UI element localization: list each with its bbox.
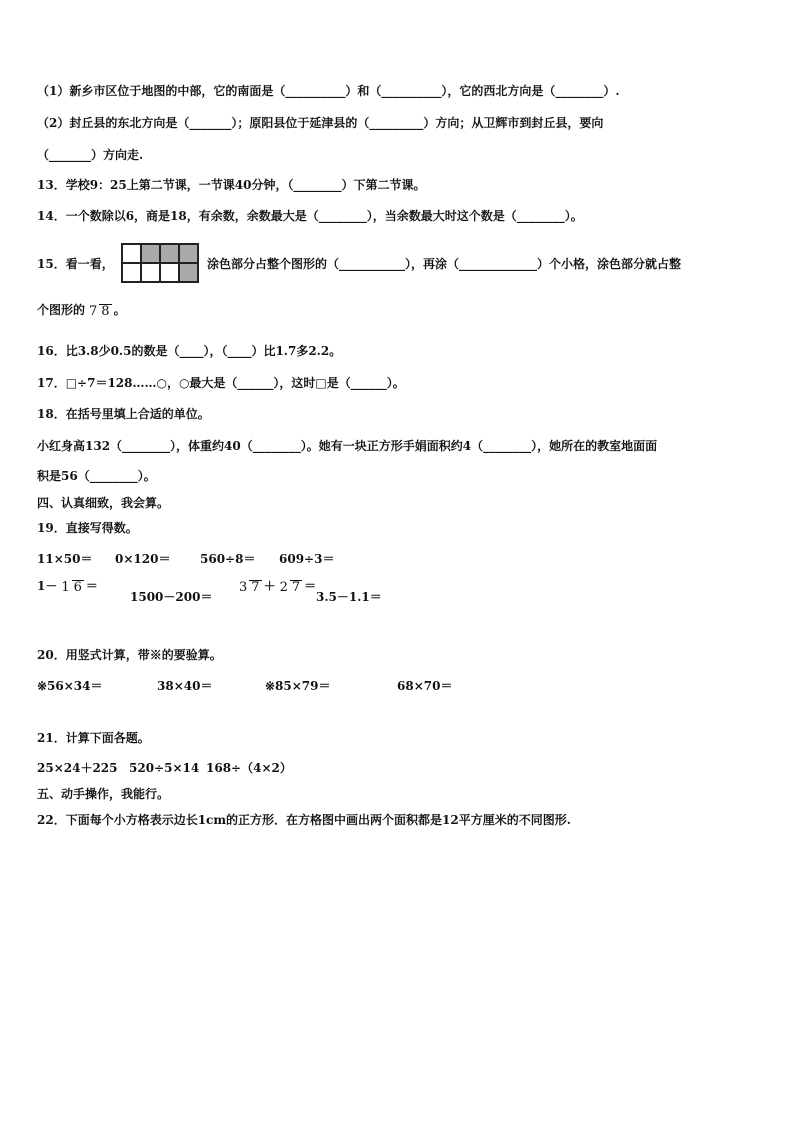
q18-line2: 积是56（________）。 (37, 469, 156, 483)
q19-item: 1500－200＝ (130, 590, 213, 604)
q21-title: 21．计算下面各题。 (37, 731, 150, 745)
q15-after-grid: 涂色部分占整个图形的（___________），再涂（_____________）个小格，涂色部分就占整 (207, 257, 682, 271)
fraction-numerator: 7 (89, 303, 98, 319)
q18-line1: 小红身高132（________），体重约40（________）。她有一块正方形手娟面积约4（________），她所在的教室地面面 (37, 439, 658, 453)
q19-c-suffix: ＝ (304, 579, 317, 593)
q20-item: ※56×34＝ (37, 679, 103, 693)
plus-sign: ＋ (263, 579, 276, 593)
grid-cell-shaded (141, 244, 160, 263)
grid-cell-shaded (160, 244, 179, 263)
fraction-numerator: 2 (279, 579, 288, 595)
grid-cell (122, 244, 141, 263)
fraction-seven-eighths (87, 303, 112, 319)
q13-text: 13．学校9：25上第二节课，一节课40分钟，（________）下第二节课。 (37, 178, 426, 192)
fraction-one-sixth (59, 579, 84, 595)
q19-item: 560÷8＝ (200, 552, 256, 566)
fraction-two-sevenths (278, 579, 303, 595)
q22-text: 22．下面每个小方格表示边长1cm的正方形．在方格图中画出两个面积都是12平方厘米的不同图形. (37, 813, 571, 827)
fraction-three-sevenths (237, 579, 262, 595)
q19-title: 19．直接写得数。 (37, 521, 138, 535)
section5-heading: 五、动手操作，我能行。 (37, 787, 170, 801)
q19-item: 0×120＝ (115, 552, 171, 566)
q21-item: 520÷5×14 (129, 761, 200, 775)
section4-heading: 四、认真细致，我会算。 (37, 496, 170, 510)
q19-a-suffix: ＝ (85, 579, 98, 593)
q19-a-prefix: 1－ (37, 579, 58, 593)
grid-cell (141, 263, 160, 282)
q19-item-fraction-a (37, 578, 98, 595)
q15-line2 (37, 302, 126, 319)
q19-item: 11×50＝ (37, 552, 93, 566)
q20-title: 20．用竖式计算，带※的要验算。 (37, 648, 222, 662)
q19-item-fraction-c (235, 578, 316, 595)
q16-text: 16．比3.8少0.5的数是（____），（____）比1.7多2.2。 (37, 344, 342, 358)
fraction-denominator: 7 (291, 579, 301, 595)
q18-title: 18．在括号里填上合适的单位。 (37, 407, 210, 421)
q19-item: 3.5－1.1＝ (316, 590, 382, 604)
fraction-numerator: 3 (239, 579, 248, 595)
q20-item: 38×40＝ (157, 679, 213, 693)
q21-item: 25×24＋225 (37, 761, 118, 775)
fraction-numerator: 1 (61, 579, 70, 595)
q15-prefix: 15．看一看， (37, 257, 114, 271)
grid-cell-shaded (179, 244, 198, 263)
q12-sub2-line2: （_______）方向走. (37, 148, 144, 162)
q12-sub1: （1）新乡市区位于地图的中部，它的南面是（__________）和（__________），它的西北方向是（________）. (37, 84, 620, 98)
grid-cell (160, 263, 179, 282)
q19-item: 609÷3＝ (279, 552, 335, 566)
q14-text: 14．一个数除以6，商是18，有余数，余数最大是（________），当余数最大时这个数是（________）。 (37, 209, 583, 223)
fraction-denominator: 7 (251, 579, 260, 595)
q15-line2-prefix: 个图形的 (37, 303, 86, 317)
q21-item: 168÷（4×2） (206, 761, 292, 775)
q15-line2-suffix: 。 (113, 303, 126, 317)
q12-sub2-line1: （2）封丘县的东北方向是（_______）；原阳县位于延津县的（_________）方向；从卫辉市到封丘县，要向 (37, 116, 604, 130)
q20-item: 68×70＝ (397, 679, 453, 693)
fraction-denominator: 8 (101, 303, 110, 319)
grid-cell-shaded (179, 263, 198, 282)
q20-item: ※85×79＝ (265, 679, 331, 693)
fraction-denominator: 6 (73, 579, 82, 595)
grid-cell (122, 263, 141, 282)
fraction-grid-figure (121, 243, 199, 283)
q17-text: 17．□÷7＝128……○，○最大是（______），这时□是（______）。 (37, 376, 405, 390)
